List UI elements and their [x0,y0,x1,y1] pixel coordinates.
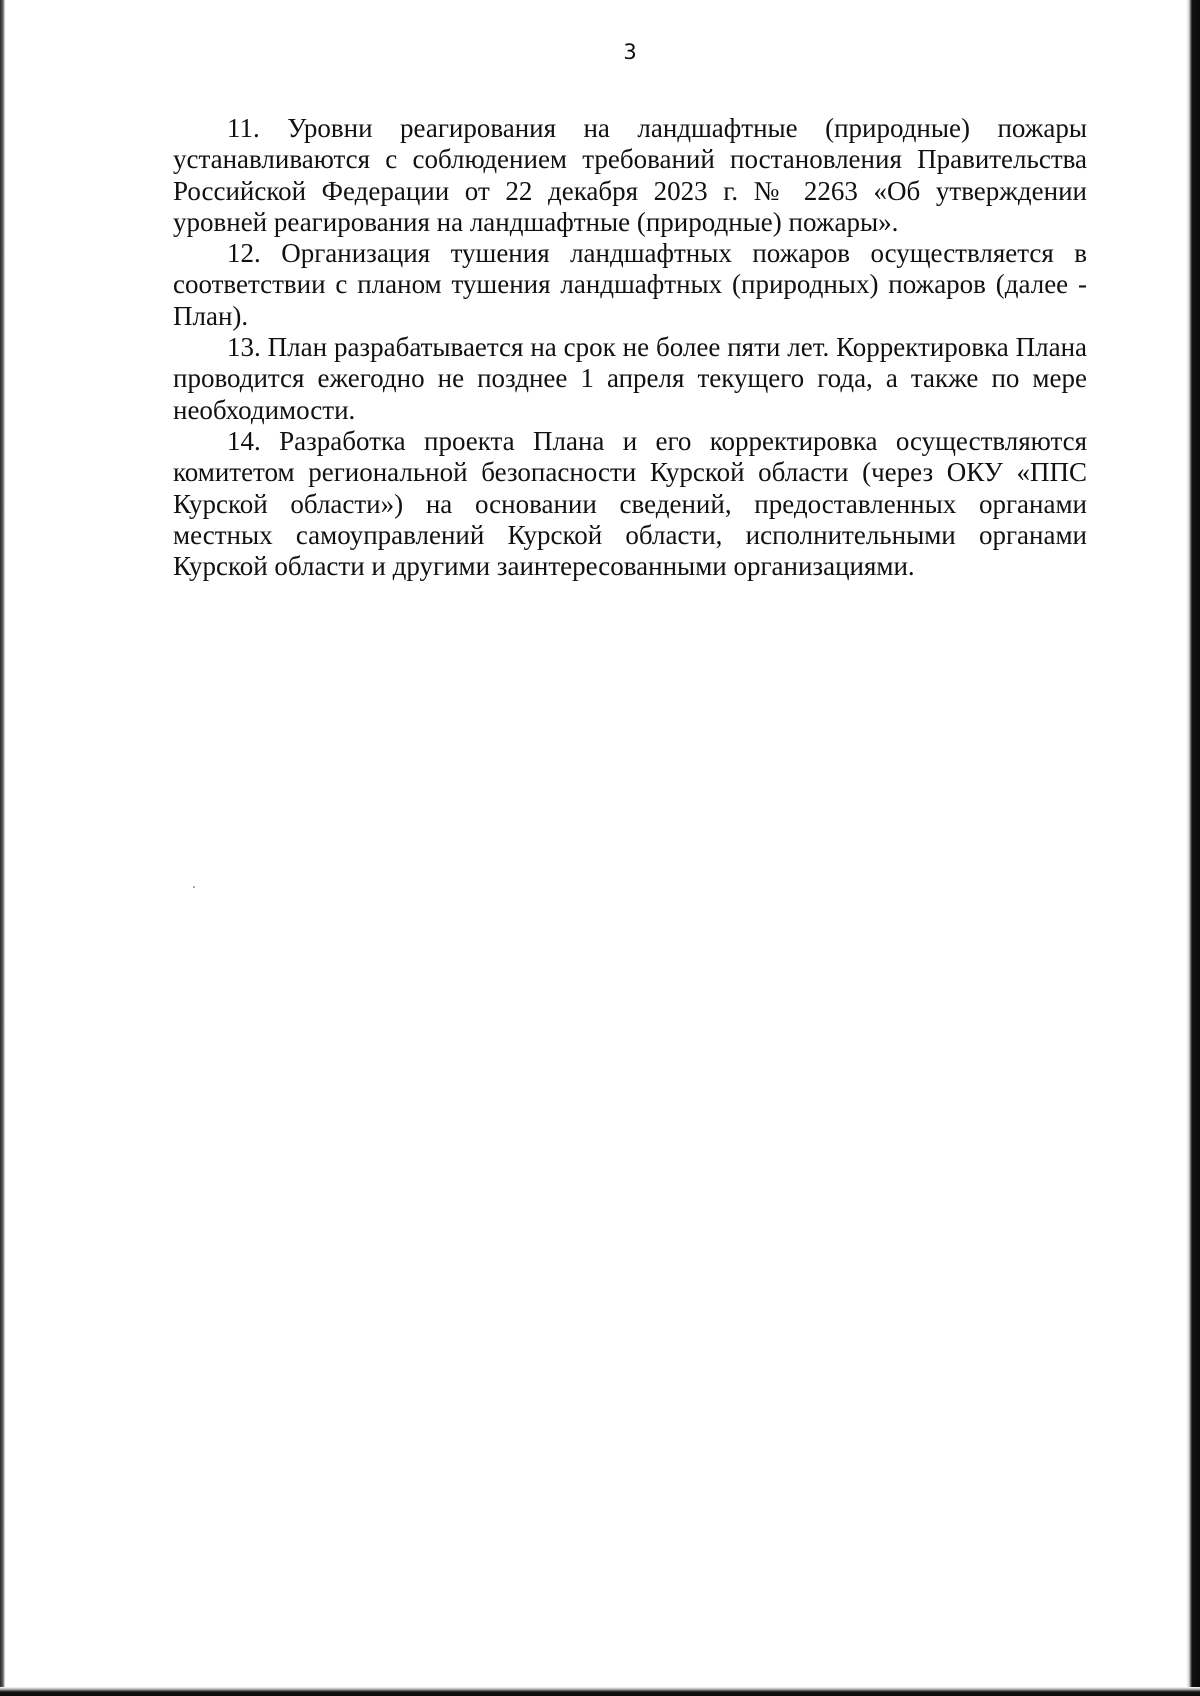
document-body [173,113,1087,582]
scan-left-edge [0,0,5,1696]
scan-right-edge [1186,0,1200,1696]
paragraph-13: 13. План разрабатывается на срок не более пяти лет. Корректировка Плана проводится ежегодно не позднее 1 апреля текущего года, а также по мере необходимости. [173,332,1087,425]
paragraph-12: 12. Организация тушения ландшафтных пожаров осуществляется в соответствии с планом тушения ландшафтных (природных) пожаров (далее - План). [173,238,1087,331]
paragraph-14: 14. Разработка проекта Плана и его корректировка осуществляются комитетом региональной безопасности Курской области (через ОКУ «ППС Курской области») на основании сведений, предоставленных органами местных самоуправлений Курской области, исполнительными органами Курской области и другими заинтересованными организациями. [173,425,1087,582]
scan-bottom-edge [0,1687,1200,1696]
scan-speck [193,886,195,888]
paragraph-11: 11. Уровни реагирования на ландшафтные (природные) пожары устанавливаются с соблюдением требований постановления Правительства Российской Федерации от 22 декабря 2023 г. № 2263 «Об утверждении уровней реагирования на ландшафтные (природные) пожары». [173,113,1087,237]
page-number: 3 [623,40,637,64]
